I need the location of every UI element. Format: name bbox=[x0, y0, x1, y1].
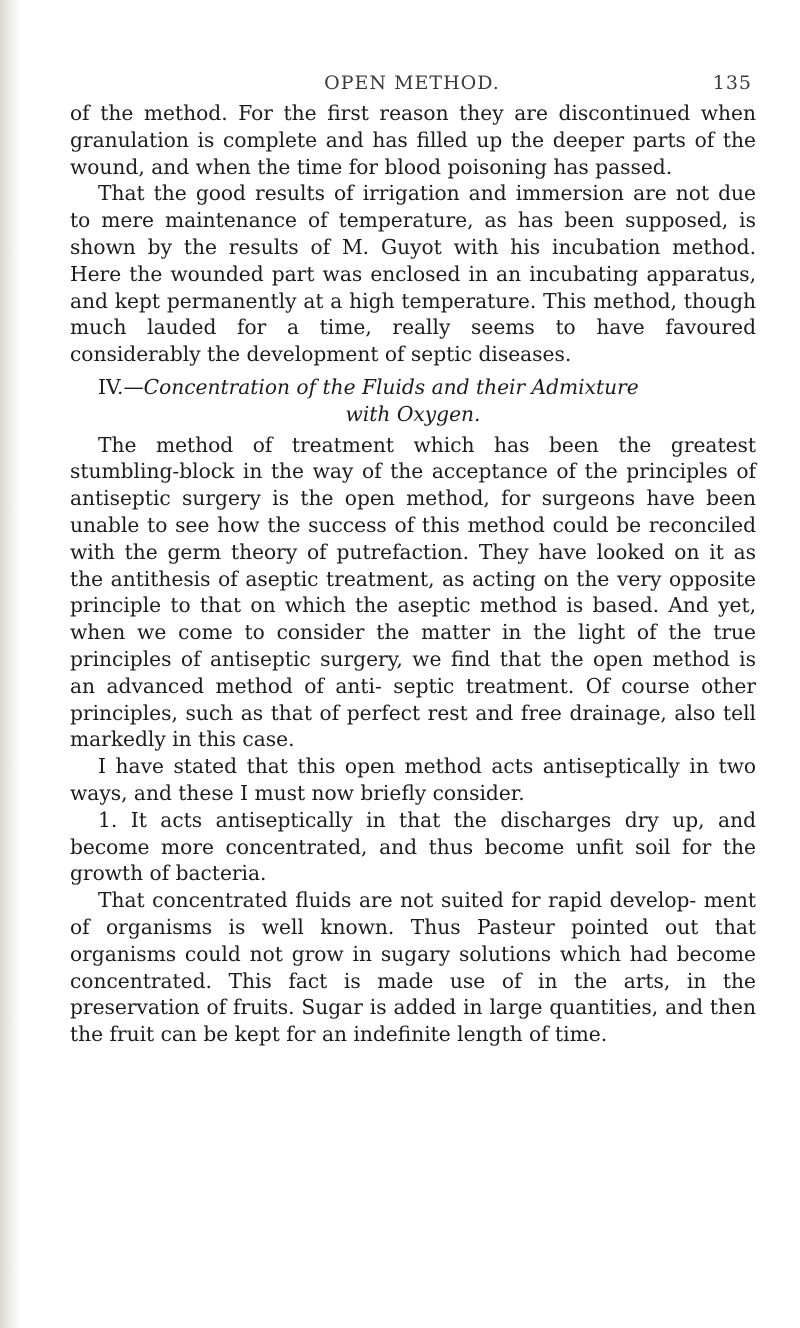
paragraph: of the method. For the first reason they are discontinued when granulation is complete and has filled up the deeper parts of the wound, and when the time for blood poisoning has passed. bbox=[70, 101, 756, 179]
running-title: OPEN METHOD. bbox=[324, 72, 500, 94]
section-numeral: IV.— bbox=[98, 374, 144, 399]
page-gutter-shadow bbox=[0, 0, 22, 1328]
section-title-line2: with Oxygen. bbox=[345, 401, 481, 426]
paragraph: 1. It acts antiseptically in that the discharges dry up, and become more concentrated, and thus become unfit soil for the growth of bacteria. bbox=[70, 807, 756, 886]
body-text bbox=[70, 100, 756, 1048]
paragraph: That concentrated fluids are not suited for rapid develop- ment of organisms is well known. Thus Pasteur pointed out that organisms could not grow in sugary solutions which had become concentrated. This fact is made use of in the arts, in the preservation of fruits. Sugar is added in large quantities, and then the fruit can be kept for an indefinite length of time. bbox=[70, 888, 756, 1047]
paragraph: I have stated that this open method acts antiseptically in two ways, and these I must now briefly consider. bbox=[70, 754, 756, 805]
running-head bbox=[70, 72, 754, 102]
section-heading bbox=[70, 374, 756, 428]
paragraph: That the good results of irrigation and immersion are not due to mere maintenance of temperature, as has been supposed, is shown by the results of M. Guyot with his incubation method. Here the wounded part was enclosed in an incubating apparatus, and kept permanently at a high temperature. This method, though much lauded for a time, really seems to have favoured considerably the development of septic diseases. bbox=[70, 181, 756, 367]
paragraph: The method of treatment which has been the greatest stumbling-block in the way of the acceptance of the principles of antiseptic surgery is the open method, for surgeons have been unable to see how the success of this method could be reconciled with the germ theory of putrefaction. They have looked on it as the antithesis of aseptic treatment, as acting on the very opposite principle to that on which the aseptic method is based. And yet, when we come to consider the matter in the light of the true principles of antiseptic surgery, we find that the open method is an advanced method of anti- septic treatment. Of course other principles, such as that of perfect rest and free drainage, also tell markedly in this case. bbox=[70, 432, 756, 752]
section-title-line1: Concentration of the Fluids and their Admixture bbox=[143, 374, 639, 399]
page-number: 135 bbox=[712, 72, 752, 94]
